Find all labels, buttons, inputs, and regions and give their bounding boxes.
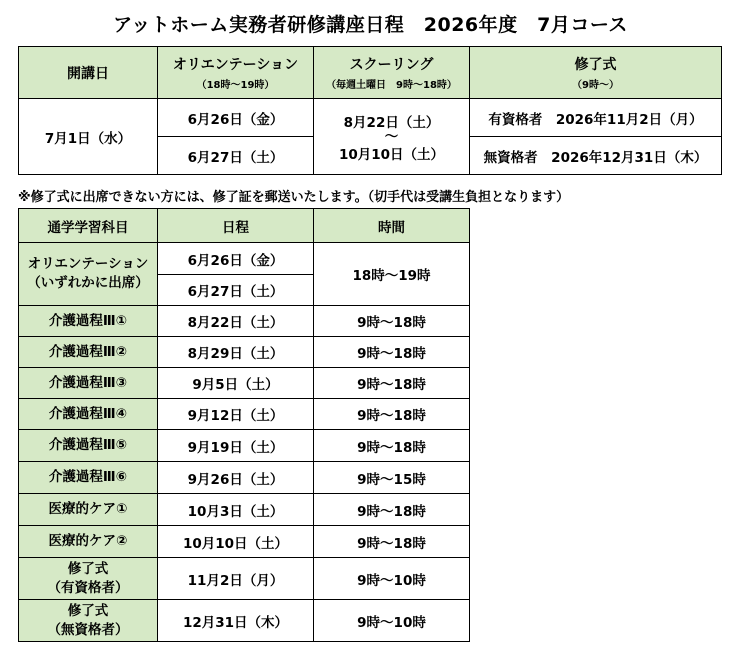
date-cell: 10月3日（土） <box>158 494 314 526</box>
date-cell: 9月26日（土） <box>158 462 314 494</box>
table-row <box>19 558 470 600</box>
ceremony-qualified: 有資格者 2026年11月2日（月） <box>470 99 722 137</box>
header-start-date: 開講日 <box>19 47 158 99</box>
table-row <box>19 337 470 368</box>
time-cell: 9時～10時 <box>314 600 470 642</box>
date-cell: 8月29日（土） <box>158 337 314 368</box>
time-cell: 9時～18時 <box>314 494 470 526</box>
ceremony-unqualified: 無資格者 2026年12月31日（木） <box>470 137 722 175</box>
header-schooling: スクーリング （毎週土曜日 9時～18時） <box>314 47 470 99</box>
date-cell: 12月31日（木） <box>158 600 314 642</box>
subject-cell: 介護過程Ⅲ⑤ <box>19 430 158 462</box>
subject-cell: 医療的ケア② <box>19 526 158 558</box>
time-cell: 9時～18時 <box>314 526 470 558</box>
table-row <box>19 526 470 558</box>
ceremony-subject-qualified: 修了式 （有資格者） <box>19 558 158 600</box>
page-title: アットホーム実務者研修講座日程 2026年度 7月コース <box>113 14 628 36</box>
date-cell: 9月12日（土） <box>158 399 314 430</box>
date-cell: 10月10日（土） <box>158 526 314 558</box>
time-cell: 9時～10時 <box>314 558 470 600</box>
schooling-period-cell <box>314 99 470 175</box>
header-ceremony: 修了式 （9時～） <box>470 47 722 99</box>
subject-cell: 介護過程Ⅲ⑥ <box>19 462 158 494</box>
date-cell: 9月5日（土） <box>158 368 314 399</box>
orientation-time: 18時～19時 <box>314 243 470 306</box>
table-row <box>19 399 470 430</box>
table-row <box>19 306 470 337</box>
course-summary-table <box>18 46 722 175</box>
table-row <box>19 600 470 642</box>
date-cell: 8月22日（土） <box>158 306 314 337</box>
time-cell: 9時～15時 <box>314 462 470 494</box>
table-row <box>19 430 470 462</box>
time-cell: 9時～18時 <box>314 368 470 399</box>
date-cell: 9月19日（土） <box>158 430 314 462</box>
start-date-cell: 7月1日（水） <box>19 99 158 175</box>
header-subject: 通学学習科目 <box>19 209 158 243</box>
schedule-table <box>18 208 470 642</box>
time-cell: 9時～18時 <box>314 306 470 337</box>
subject-cell: 医療的ケア① <box>19 494 158 526</box>
subject-cell: 介護過程Ⅲ② <box>19 337 158 368</box>
table-row <box>19 494 470 526</box>
time-cell: 9時～18時 <box>314 430 470 462</box>
mail-note: ※修了式に出席できない方には、修了証を郵送いたします。（切手代は受講生負担となります） <box>18 190 570 205</box>
schooling-start: 8月22日（土） <box>343 114 440 131</box>
header-orientation: オリエンテーション （18時～19時） <box>158 47 314 99</box>
date-cell: 11月2日（月） <box>158 558 314 600</box>
orientation-date-2: 6月27日（土） <box>158 137 314 175</box>
subject-cell: 介護過程Ⅲ① <box>19 306 158 337</box>
table-row <box>19 462 470 494</box>
schooling-end: 10月10日（土） <box>338 146 445 163</box>
time-cell: 9時～18時 <box>314 399 470 430</box>
header-time: 時間 <box>314 209 470 243</box>
subject-cell: 介護過程Ⅲ③ <box>19 368 158 399</box>
orientation-schedule-date-1: 6月26日（金） <box>158 243 314 275</box>
orientation-subject: オリエンテーション （いずれかに出席） <box>19 243 158 306</box>
orientation-schedule-date-2: 6月27日（土） <box>158 275 314 306</box>
table-row <box>19 368 470 399</box>
ceremony-subject-unqualified: 修了式 （無資格者） <box>19 600 158 642</box>
time-cell: 9時～18時 <box>314 337 470 368</box>
subject-cell: 介護過程Ⅲ④ <box>19 399 158 430</box>
schooling-tilde: ～ <box>384 128 399 145</box>
orientation-date-1: 6月26日（金） <box>158 99 314 137</box>
header-date: 日程 <box>158 209 314 243</box>
